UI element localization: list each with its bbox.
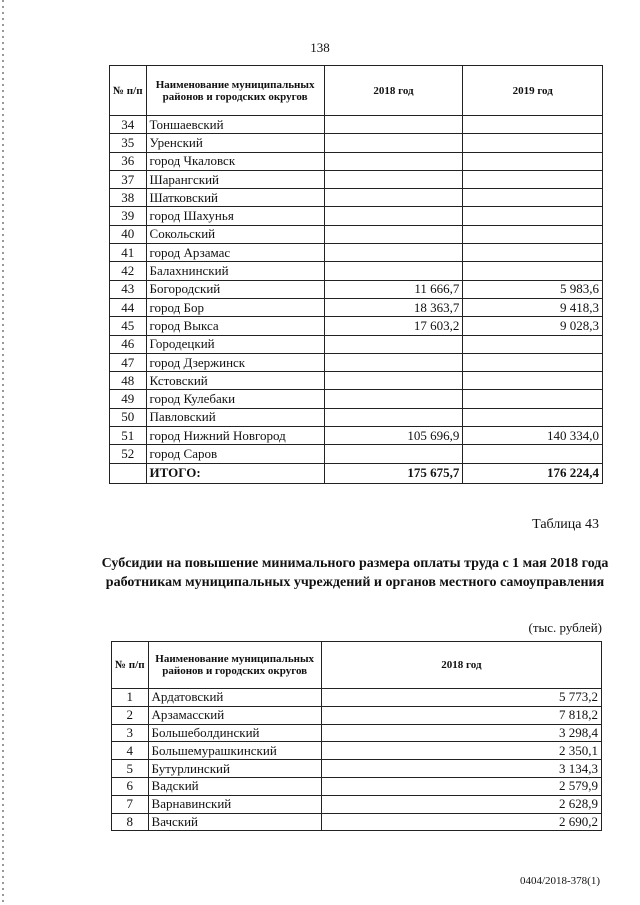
row-number: 36 (110, 152, 147, 170)
row-value-2018 (324, 189, 463, 207)
row-number: 35 (110, 134, 147, 152)
table-row (110, 225, 603, 243)
row-number: 46 (110, 335, 147, 353)
row-number: 3 (112, 724, 149, 742)
row-number: 38 (110, 189, 147, 207)
row-number: 52 (110, 445, 147, 463)
table-row (110, 189, 603, 207)
table-label: Таблица 43 (532, 517, 599, 532)
row-name: Сокольский (146, 225, 324, 243)
row-number: 47 (110, 353, 147, 371)
row-value-2019 (463, 353, 603, 371)
row-value-2018 (324, 116, 463, 134)
table-row (110, 244, 603, 262)
row-value-2018: 5 773,2 (321, 689, 601, 707)
table-row (110, 116, 603, 134)
row-name: город Бор (146, 298, 324, 316)
row-number: 44 (110, 298, 147, 316)
row-value-2018: 7 818,2 (321, 706, 601, 724)
row-number: 8 (112, 813, 149, 831)
row-value-2019: 9 418,3 (463, 298, 603, 316)
page-number: 138 (310, 40, 330, 55)
row-name: Большеболдинский (148, 724, 321, 742)
row-value-2018 (324, 134, 463, 152)
row-number: 41 (110, 244, 147, 262)
header-2019: 2019 год (463, 66, 603, 116)
subsidy-table (111, 641, 602, 831)
row-name: Шатковский (146, 189, 324, 207)
row-number: 49 (110, 390, 147, 408)
row-name: Варнавинский (148, 795, 321, 813)
row-value-2019 (463, 225, 603, 243)
row-value-2018 (324, 262, 463, 280)
table-row (110, 372, 603, 390)
row-value-2018 (324, 390, 463, 408)
unit-note: (тыс. рублей) (528, 620, 602, 635)
total-2019: 176 224,4 (463, 463, 603, 483)
header-no: № п/п (110, 66, 147, 116)
row-number: 6 (112, 777, 149, 795)
row-name: город Нижний Новгород (146, 427, 324, 445)
header-name: Наименование муниципальных районов и городских округов (148, 642, 321, 689)
row-number: 4 (112, 742, 149, 760)
row-number: 5 (112, 760, 149, 778)
table-row (110, 427, 603, 445)
row-name: город Выкса (146, 317, 324, 335)
row-value-2019: 9 028,3 (463, 317, 603, 335)
row-value-2018: 2 628,9 (321, 795, 601, 813)
table-header-row (112, 642, 602, 689)
row-value-2019 (463, 408, 603, 426)
row-name: Большемурашкинский (148, 742, 321, 760)
row-value-2018: 17 603,2 (324, 317, 463, 335)
row-value-2018: 2 579,9 (321, 777, 601, 795)
row-name: город Чкаловск (146, 152, 324, 170)
row-number: 7 (112, 795, 149, 813)
row-number: 51 (110, 427, 147, 445)
row-number: 43 (110, 280, 147, 298)
row-value-2019 (463, 262, 603, 280)
table-header-row (110, 66, 603, 116)
row-name: Балахнинский (146, 262, 324, 280)
table-row (110, 170, 603, 188)
row-number: 42 (110, 262, 147, 280)
row-number: 48 (110, 372, 147, 390)
document-code: 0404/2018-378(1) (519, 875, 600, 887)
table-row (110, 134, 603, 152)
row-value-2019 (463, 116, 603, 134)
row-value-2019 (463, 170, 603, 188)
row-value-2019 (463, 207, 603, 225)
row-value-2018 (324, 207, 463, 225)
row-value-2019 (463, 244, 603, 262)
scan-edge (2, 0, 4, 905)
row-value-2018 (324, 170, 463, 188)
total-row (110, 463, 603, 483)
row-name: город Кулебаки (146, 390, 324, 408)
table-row (110, 353, 603, 371)
row-name: Городецкий (146, 335, 324, 353)
row-value-2018: 11 666,7 (324, 280, 463, 298)
total-label: ИТОГО: (146, 463, 324, 483)
row-value-2018: 18 363,7 (324, 298, 463, 316)
table-title: Субсидии на повышение минимального размера оплаты труда с 1 мая 2018 года работникам муниципальных учреждений и органов местного самоуправления (101, 556, 609, 590)
header-2018: 2018 год (324, 66, 463, 116)
row-value-2018: 3 134,3 (321, 760, 601, 778)
table-row (110, 317, 603, 335)
row-value-2018 (324, 244, 463, 262)
table-continued (109, 65, 603, 484)
row-value-2019 (463, 134, 603, 152)
row-value-2018: 3 298,4 (321, 724, 601, 742)
table-row (112, 742, 602, 760)
table-row (110, 207, 603, 225)
row-value-2018 (324, 335, 463, 353)
row-name: Шарангский (146, 170, 324, 188)
table-row (110, 152, 603, 170)
row-name: Арзамасский (148, 706, 321, 724)
row-value-2018: 105 696,9 (324, 427, 463, 445)
row-number: 2 (112, 706, 149, 724)
row-number: 37 (110, 170, 147, 188)
row-name: Вадский (148, 777, 321, 795)
row-name: Тоншаевский (146, 116, 324, 134)
table-row (112, 706, 602, 724)
row-name: Павловский (146, 408, 324, 426)
row-value-2019 (463, 445, 603, 463)
header-no: № п/п (112, 642, 149, 689)
row-number: 1 (112, 689, 149, 707)
row-name: Вачский (148, 813, 321, 831)
row-name: Ардатовский (148, 689, 321, 707)
row-value-2018 (324, 445, 463, 463)
row-number: 45 (110, 317, 147, 335)
row-value-2018 (324, 408, 463, 426)
row-name: Богородский (146, 280, 324, 298)
table-row (112, 777, 602, 795)
table-row (112, 760, 602, 778)
header-2018: 2018 год (321, 642, 601, 689)
row-value-2019: 5 983,6 (463, 280, 603, 298)
row-name: город Саров (146, 445, 324, 463)
total-2018: 175 675,7 (324, 463, 463, 483)
row-value-2018 (324, 225, 463, 243)
row-value-2019 (463, 372, 603, 390)
table-row (112, 724, 602, 742)
row-name: город Дзержинск (146, 353, 324, 371)
table-row (110, 390, 603, 408)
row-value-2019 (463, 152, 603, 170)
row-number: 50 (110, 408, 147, 426)
row-number: 39 (110, 207, 147, 225)
table-row (110, 445, 603, 463)
header-name: Наименование муниципальных районов и городских округов (146, 66, 324, 116)
row-name: Бутурлинский (148, 760, 321, 778)
table-row (110, 408, 603, 426)
row-name: город Арзамас (146, 244, 324, 262)
row-name: Кстовский (146, 372, 324, 390)
row-name: Уренский (146, 134, 324, 152)
table-row (112, 795, 602, 813)
row-value-2018: 2 350,1 (321, 742, 601, 760)
row-value-2018 (324, 372, 463, 390)
table-row (110, 298, 603, 316)
table-row (110, 262, 603, 280)
row-value-2019 (463, 390, 603, 408)
row-number: 34 (110, 116, 147, 134)
table-row (110, 280, 603, 298)
table-row (110, 335, 603, 353)
row-value-2018 (324, 353, 463, 371)
row-value-2019 (463, 189, 603, 207)
table-row (112, 689, 602, 707)
row-number: 40 (110, 225, 147, 243)
table-row (112, 813, 602, 831)
row-name: город Шахунья (146, 207, 324, 225)
row-value-2018 (324, 152, 463, 170)
total-blank (110, 463, 147, 483)
row-value-2019 (463, 335, 603, 353)
row-value-2018: 2 690,2 (321, 813, 601, 831)
row-value-2019: 140 334,0 (463, 427, 603, 445)
